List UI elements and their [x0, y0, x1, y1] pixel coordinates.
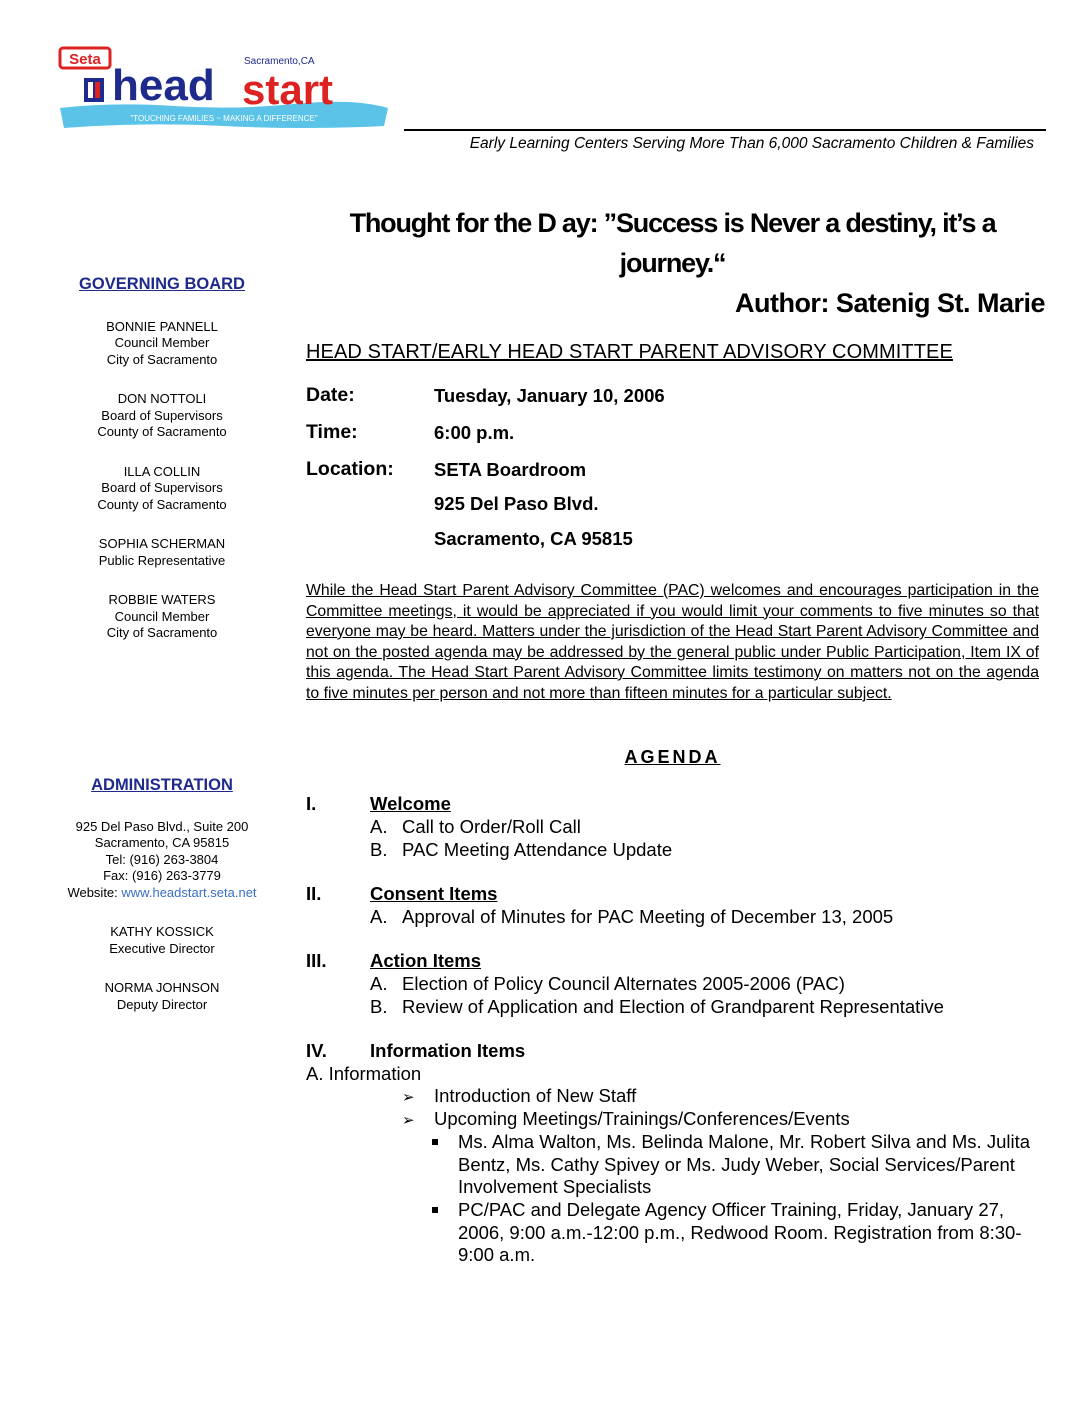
member-name: ROBBIE WATERS	[108, 592, 216, 607]
arrow-item-text: Upcoming Meetings/Trainings/Conferences/Events	[434, 1108, 850, 1129]
section-number: III.	[306, 950, 327, 971]
arrow-bullet-icon: ➢	[402, 1112, 415, 1129]
staff-name: NORMA JOHNSON	[104, 980, 220, 995]
member-org: City of Sacramento	[106, 625, 218, 640]
admin-address-line: Sacramento, CA 95815	[94, 835, 230, 850]
time-label: Time:	[306, 421, 358, 443]
governing-board-section	[40, 276, 284, 665]
agenda-item	[370, 816, 581, 839]
notice-end: .	[887, 684, 892, 702]
section-title: Action Items	[370, 950, 482, 971]
arrow-bullet-icon: ➢	[402, 1089, 415, 1106]
board-member	[40, 319, 284, 369]
bullet-item	[432, 1199, 1032, 1267]
website-link[interactable]: www.headstart.seta.net	[121, 884, 257, 900]
governing-board-heading: GOVERNING BOARD	[79, 275, 245, 293]
committee-title: HEAD START/EARLY HEAD START PARENT ADVISORY COMMITTEE	[306, 341, 953, 363]
date-label: Date:	[306, 384, 355, 406]
bullet-text: Ms. Alma Walton, Ms. Belinda Malone, Mr. Robert Silva and Ms. Julita Bentz, Ms. Cathy Spivey or Ms. Judy Weber, Social Services/Parent Involvement Specialists	[458, 1131, 1031, 1198]
logo-start-text: start	[242, 66, 334, 113]
square-bullet-icon	[432, 1207, 438, 1213]
notice-text: While the Head Start Parent Advisory Committee (PAC) welcomes and encourages participation in the Committee meetings, it would be appreciated if you would limit your comments to five minutes so that everyone may be heard. Matters under the jurisdiction of the Head Start Parent Advisory Committee and not on the posted agenda may be addressed by the general public under Public Participation, Item IX of this agenda. The Head Start Parent Advisory Committee limits testimony on matters not on the agenda to five minutes per person and not more than fifteen minutes for a particular subject	[306, 582, 1039, 702]
logo-city-text: Sacramento,CA	[244, 56, 315, 67]
item-text: Election of Policy Council Alternates 2005-2006 (PAC)	[402, 973, 845, 994]
board-member	[40, 536, 284, 569]
agenda-heading: AGENDA	[624, 747, 721, 767]
item-letter: A.	[370, 906, 388, 927]
agenda-item	[370, 839, 672, 862]
section-number: I.	[306, 793, 317, 814]
admin-contact	[40, 819, 284, 902]
staff-role: Executive Director	[109, 940, 215, 956]
member-role: Public Representative	[98, 552, 226, 568]
location-line-3: Sacramento, CA 95815	[434, 528, 633, 549]
member-name: BONNIE PANNELL	[106, 318, 218, 334]
admin-tel: Tel: (916) 263-3804	[105, 851, 219, 867]
item-text: PAC Meeting Attendance Update	[402, 839, 673, 860]
admin-website	[40, 885, 284, 902]
staff-name: KATHY KOSSICK	[110, 924, 214, 939]
member-org: City of Sacramento	[106, 351, 218, 367]
arrow-item	[402, 1085, 636, 1110]
date-value: Tuesday, January 10, 2006	[434, 385, 665, 406]
bullet-item	[432, 1131, 1032, 1199]
member-role: Board of Supervisors	[101, 407, 223, 423]
location-line-2: 925 Del Paso Blvd.	[434, 493, 599, 514]
administration-heading: ADMINISTRATION	[91, 776, 233, 794]
section-number: II.	[306, 883, 322, 904]
thought-author: Author: Satenig St. Marie	[734, 288, 1045, 318]
board-member	[40, 391, 284, 441]
head-start-logo	[54, 44, 394, 132]
time-value: 6:00 p.m.	[434, 422, 515, 443]
section-title: Consent Items	[370, 883, 498, 904]
administration-section	[40, 777, 284, 1036]
thought-line-1: Thought for the D ay: ”Success is Never a destiny, it’s a	[349, 208, 996, 238]
section-title: Information Items	[370, 1040, 526, 1061]
location-line-1: SETA Boardroom	[434, 459, 587, 480]
logo-seta-text: Seta	[69, 51, 101, 68]
board-member	[40, 464, 284, 514]
arrow-item	[402, 1108, 850, 1133]
item-letter: B.	[370, 839, 388, 860]
item-text: Review of Application and Election of Grandparent Representative	[402, 996, 944, 1017]
member-org: County of Sacramento	[97, 424, 227, 439]
thought-line-2: journey.“	[619, 248, 726, 278]
logo-head-text: head	[112, 61, 215, 110]
agenda-item	[370, 906, 893, 929]
item-letter: A.	[370, 973, 388, 994]
bullet-text: PC/PAC and Delegate Agency Officer Training, Friday, January 27, 2006, 9:00 a.m.-12:00 p.m., Redwood Room. Registration from 8:30-9:00 a.m.	[458, 1199, 1022, 1266]
agenda-subitem: A. Information	[306, 1063, 422, 1084]
admin-address-line: 925 Del Paso Blvd., Suite 200	[75, 818, 249, 834]
member-name: ILLA COLLIN	[123, 463, 201, 479]
header-rule	[404, 129, 1046, 131]
member-role: Council Member	[114, 608, 210, 624]
location-label: Location:	[306, 458, 394, 480]
agenda-item	[370, 996, 944, 1019]
member-name: SOPHIA SCHERMAN	[98, 536, 226, 551]
member-name: DON NOTTOLI	[117, 391, 207, 406]
thought-for-the-day	[300, 203, 1045, 323]
website-label: Website:	[67, 884, 118, 900]
member-role: Council Member	[114, 335, 210, 350]
member-role: Board of Supervisors	[101, 480, 223, 495]
agenda-item	[370, 973, 845, 996]
square-bullet-icon	[432, 1139, 438, 1145]
board-member	[40, 592, 284, 642]
section-title: Welcome	[370, 793, 451, 814]
tagline: Early Learning Centers Serving More Than 6,000 Sacramento Children & Families	[469, 135, 1034, 152]
section-number: IV.	[306, 1040, 327, 1061]
item-text: Approval of Minutes for PAC Meeting of December 13, 2005	[402, 906, 894, 927]
item-text: Call to Order/Roll Call	[402, 816, 581, 837]
member-org: County of Sacramento	[97, 496, 227, 512]
staff-member	[40, 924, 284, 957]
admin-fax: Fax: (916) 263-3779	[103, 868, 221, 883]
staff-role: Deputy Director	[116, 996, 208, 1012]
logo-slogan-text: "TOUCHING FAMILIES ~ MAKING A DIFFERENCE"	[130, 114, 318, 123]
public-notice	[306, 581, 1039, 704]
arrow-item-text: Introduction of New Staff	[434, 1085, 637, 1106]
staff-member	[40, 980, 284, 1013]
item-letter: A.	[370, 816, 388, 837]
item-letter: B.	[370, 996, 388, 1017]
